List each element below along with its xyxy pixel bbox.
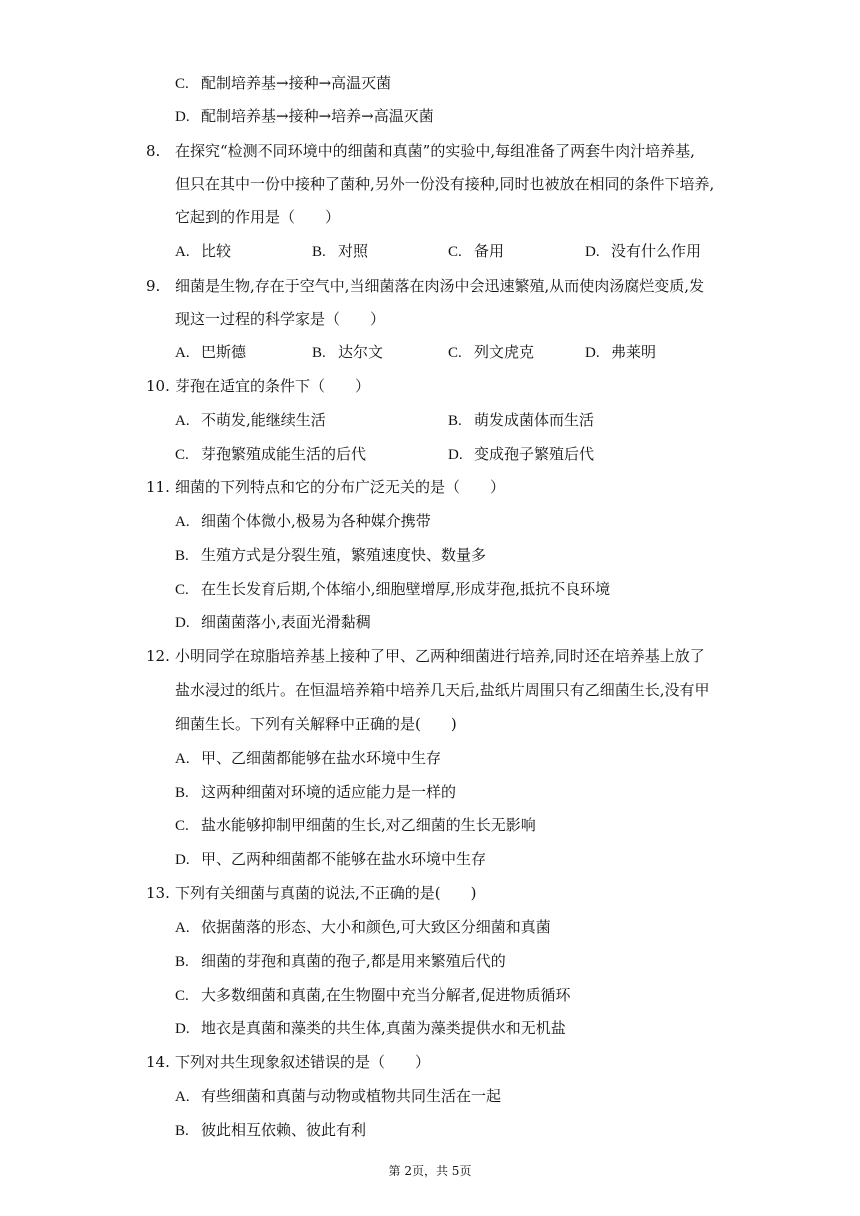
q10-option-b: B. 萌发成菌体而生活 [448,411,595,429]
q9-option-b: B. 达尔文 [312,343,384,361]
q9-option-c: C. 列文虎克 [448,343,535,361]
q12-text-line-1: 小明同学在琼脂培养基上接种了甲、乙两种细菌进行培养,同时还在培养基上放了 [175,647,705,665]
option-text: 配制培养基→接种→培养→高温灭菌 [201,107,434,125]
q10-option-d: D. 变成孢子繁殖后代 [448,445,595,463]
q8-text-line-2: 但只在其中一份中接种了菌种,另外一份没有接种,同时也被放在相同的条件下培养, [175,175,715,193]
q8-option-d: D. 没有什么作用 [585,242,702,260]
q12-text-line-3: 细菌生长。下列有关解释中正确的是( ) [175,715,457,733]
q14-text-line-1: 下列对共生现象叙述错误的是（ ） [175,1053,431,1071]
q12-text-line-2: 盐水浸过的纸片。在恒温培养箱中培养几天后,盐纸片周围只有乙细菌生长,没有甲 [175,681,710,699]
q9-number: 9. [146,277,161,295]
option-letter: D. [175,109,190,125]
q10-text-line-1: 芽孢在适宜的条件下（ ） [175,377,371,395]
q13-text-line-1: 下列有关细菌与真菌的说法,不正确的是( ) [175,884,477,902]
q12-number: 12. [146,647,170,665]
q9-text-line-2: 现这一过程的科学家是（ ） [175,310,386,328]
option-letter: C. [175,76,189,92]
q9-text-line-1: 细菌是生物,存在于空气中,当细菌落在肉汤中会迅速繁殖,从而使肉汤腐烂变质,发 [175,277,705,295]
q8-number: 8. [146,142,161,160]
q8-option-b: B. 对照 [312,242,369,260]
q14-number: 14. [146,1053,170,1071]
q11-number: 11. [146,478,170,496]
q10-option-a: A. 不萌发,能继续生活 [175,411,326,429]
q9-option-d: D. 弗莱明 [585,343,657,361]
page-footer: 第 2页，共 5页 [388,1164,472,1178]
q13-number: 13. [146,884,170,902]
q8-text-line-1: 在探究“检测不同环境中的细菌和真菌”的实验中,每组准备了两套牛肉汁培养基, [175,142,695,160]
q10-number: 10. [146,377,170,395]
q8-text-line-3: 它起到的作用是（ ） [175,208,341,226]
q8-option-a: A. 比较 [175,242,232,260]
q11-text-line-1: 细菌的下列特点和它的分布广泛无关的是（ ） [175,478,506,496]
q8-option-c: C. 备用 [448,242,505,260]
q10-option-c: C. 芽孢繁殖成能生活的后代 [175,445,367,463]
document-page: C. 配制培养基→接种→高温灭菌 D. 配制培养基→接种→培养→高温灭菌 8. 在探究“检测不同环境中的细菌和真菌”的实验中,每组准备了两套牛肉汁培养基, 但只在其中一份中接种了菌种,另外一份没有接种,同时也被放在相同的条件下培养, 它起到的作用是（ ） A. 比较 B. 对照 C. 备用 D. 没有什么作用 9. 细菌是生物,存在于空气中,当细菌落在肉汤中会迅速繁殖,从而使肉汤腐烂变质,发 现这一过程的科学家是（ ） A. 巴斯德 B. 达尔文 C. 列文虎克 D. 弗莱明 10. 芽孢在适宜的条件下（ ） A. 不萌发,能继续生活 B. 萌发成菌体而生活 C. 芽孢繁殖成能生活的后代 D. 变成孢子繁殖后代 11. 细菌的下列特点和它的分布广泛无关的是（ ） A. 细菌个体微小,极易为各种媒介携带 B. 生殖方式是分裂生殖，繁殖速度快、数量多 C. 在生长发育后期,个体缩小,细胞壁增厚,形成芽孢,抵抗不良环境 D. 细菌菌落小,表面光滑黏稠 12. 小明同学在琼脂培养基上接种了甲、乙两种细菌进行培养,同时还在培养基上放了 盐水浸过的纸片。在恒温培养箱中培养几天后,盐纸片周围只有乙细菌生长,没有甲 细菌生长。下列有关解释中正确的是( ) A. 甲、乙细菌都能够在盐水环境中生存 B. 这两种细菌对环境的适应能力是一样的 C. 盐水能够抑制甲细菌的生长,对乙细菌的生长无影响 D. 甲、乙两种细菌都不能够在盐水环境中生存 13. 下列有关细菌与真菌的说法,不正确的是( ) A. 依据菌落的形态、大小和颜色,可大致区分细菌和真菌 B. 细菌的芽孢和真菌的孢子,都是用来繁殖后代的 C. 大多数细菌和真菌,在生物圈中充当分解者,促进物质循环 D. 地衣是真菌和藻类的共生体,真菌为藻类提供水和无机盐 14. 下列对共生现象叙述错误的是（ ） A. 有些细菌和真菌与动物或植物共同生活在一起 B. 彼此相互依赖、彼此有利 第 2页，共 5页 [0,0,860,1216]
q9-option-a: A. 巴斯德 [175,343,247,361]
option-text: 配制培养基→接种→高温灭菌 [201,74,392,92]
